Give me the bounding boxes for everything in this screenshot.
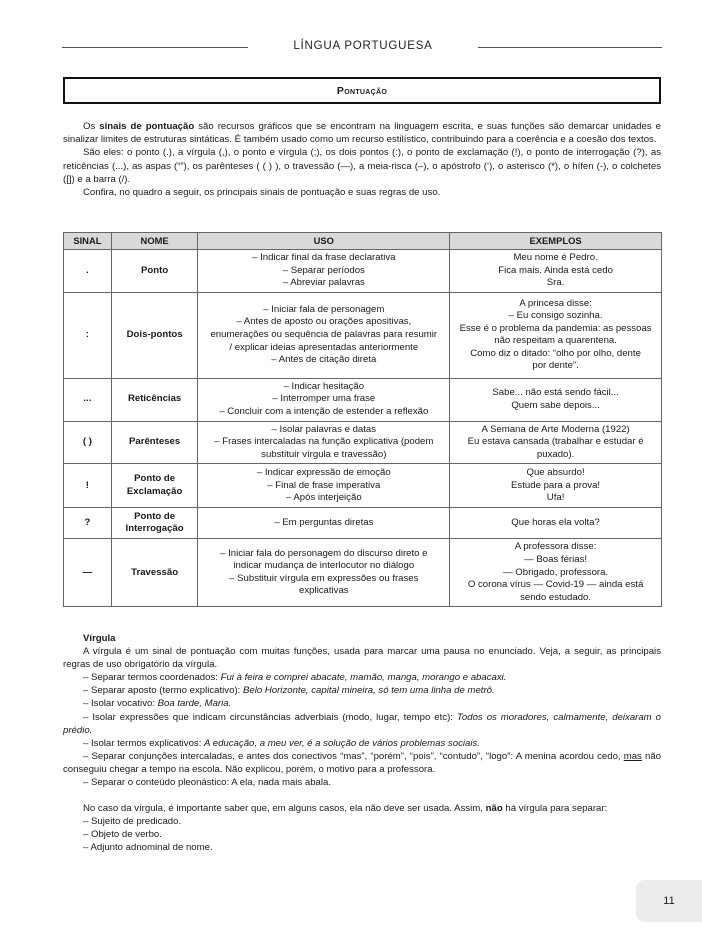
intro-bold-term: sinais de pontuação xyxy=(99,121,195,132)
cell-uso-line: – Frases intercaladas na função explicativa (podem xyxy=(214,436,434,448)
cell-exemplos-line: Fica mais. Ainda está cedo xyxy=(498,264,613,276)
cell-sinal: ( ) xyxy=(64,421,112,464)
cell-nome-line: Exclamação xyxy=(126,485,183,497)
virgula-rule-conjunctions: – Separar conjunções intercaladas, e antes dos conectivos “mas”, “porém”, “pois”, “contudo”, “logo”: A menina acordou cedo, mas não conseguiu chegar a tempo na escola. Não explicou, porém, o motivo para a professora. xyxy=(63,750,661,775)
no-comma-bold: não xyxy=(485,803,503,815)
punctuation-table xyxy=(63,232,662,607)
cell-nome: Reticências xyxy=(111,378,198,421)
cell-exemplos xyxy=(450,421,662,464)
cell-nome: Dois-pontos xyxy=(111,292,198,378)
virgula-rule: – Separar aposto (termo explicativo): Belo Horizonte, capital mineira, só tem uma linha de metrô. xyxy=(83,685,495,697)
cell-exemplos xyxy=(450,539,662,607)
cell-uso-line: – Concluir com a intenção de estender a reflexão xyxy=(219,405,429,417)
table-row xyxy=(64,292,662,378)
cell-uso-line: substituir vírgula e travessão) xyxy=(261,448,387,460)
virgula-intro: A vírgula é um sinal de pontuação com muitas funções, usada para marcar uma pausa no enunciado. Veja, a seguir, as principais regras de uso obrigatório da vírgula. xyxy=(63,646,661,671)
cell-uso-line: – Abreviar palavras xyxy=(282,277,365,289)
cell-exemplos-line: Que horas ela volta? xyxy=(511,517,600,529)
cell-exemplos-line: Estude para a prova! xyxy=(511,479,601,491)
rule-example: Boa tarde, Maria. xyxy=(157,698,232,710)
cell-uso-line: indicar mudança de interlocutor no diálogo xyxy=(233,560,415,572)
cell-uso-line: explicativas xyxy=(299,585,349,597)
cell-sinal: ! xyxy=(64,464,112,508)
cell-exemplos-line: sendo estudado. xyxy=(520,591,592,603)
cell-uso-line: – Final de frase imperativa xyxy=(267,479,381,491)
cell-sinal: ... xyxy=(64,378,112,421)
cell-exemplos-line: Ufa! xyxy=(546,492,565,504)
no-comma-item: – Objeto de verbo. xyxy=(83,829,162,841)
cell-nome xyxy=(111,508,198,539)
virgula-rule: – Isolar expressões que indicam circunstâncias adverbiais (modo, lugar, tempo etc): Todos os moradores, calmamente, deixaram o prédio. xyxy=(63,711,661,736)
cell-nome-line: Ponto de xyxy=(134,473,176,485)
cell-uso-line: – Substituir vírgula em expressões ou frases xyxy=(229,572,419,584)
cell-exemplos-line: Como diz o ditado: “olho por olho, dente xyxy=(470,347,641,359)
col-header-sinal: SINAL xyxy=(64,233,112,250)
header-rule-right xyxy=(478,47,662,48)
section-title-box xyxy=(63,77,661,104)
cell-sinal: ? xyxy=(64,508,112,539)
cell-uso-line: – Separar períodos xyxy=(282,264,365,276)
cell-exemplos-line: — Obrigado, professora. xyxy=(503,566,609,578)
cell-uso xyxy=(198,508,450,539)
cell-exemplos-line: O corona vírus — Covid-19 — ainda está xyxy=(467,579,644,591)
no-comma-intro: No caso da vírgula, é importante saber que, em alguns casos, ela não deve ser usada. Assim, não há vírgula para separar: xyxy=(83,803,608,815)
section-title: Pontuação xyxy=(336,84,388,97)
cell-uso-line: – Indicar hesitação xyxy=(283,380,365,392)
cell-uso-line: – Em perguntas diretas xyxy=(274,517,374,529)
table-row xyxy=(64,378,662,421)
virgula-rule: – Separar termos coordenados: Fui à feira e comprei abacate, mamão, manga, morango e abacaxi. xyxy=(83,672,507,684)
cell-nome-line: Interrogação xyxy=(125,523,184,535)
rule-example: A educação, a meu ver, é a solução de vários problemas sociais. xyxy=(204,737,480,749)
intro-paragraph-1: Os sinais de pontuação são recursos gráficos que se encontram na linguagem escrita, e suas funções são demarcar unidades e sinalizar limites de estruturas sintáticas. É também usado como um recurso estilístico, contribuindo para a coerência e a coesão dos textos. xyxy=(63,121,661,146)
cell-uso xyxy=(198,292,450,378)
virgula-rule: – Isolar vocativo: Boa tarde, Maria. xyxy=(83,698,232,710)
intro-paragraph-3: Confira, no quadro a seguir, os principais sinais de pontuação e suas regras de uso. xyxy=(83,187,441,199)
cell-uso xyxy=(198,250,450,293)
page-number: 11 xyxy=(636,880,702,922)
rule-example: Todos os moradores, calmamente, deixaram o prédio. xyxy=(63,711,661,736)
cell-uso-line: – Iniciar fala do personagem do discurso direto e xyxy=(220,547,428,559)
table-row xyxy=(64,539,662,607)
cell-exemplos xyxy=(450,508,662,539)
table-row xyxy=(64,421,662,464)
table-header-row xyxy=(64,233,662,250)
table-row xyxy=(64,250,662,293)
underlined-word: mas xyxy=(623,750,642,762)
cell-exemplos xyxy=(450,292,662,378)
cell-uso-line: – Antes de citação direta xyxy=(271,354,377,366)
table-row xyxy=(64,508,662,539)
cell-uso-line: – Iniciar fala de personagem xyxy=(263,303,385,315)
cell-uso xyxy=(198,539,450,607)
cell-uso xyxy=(198,464,450,508)
table-row xyxy=(64,464,662,508)
cell-exemplos-line: A Semana de Arte Moderna (1922) xyxy=(481,423,630,435)
cell-exemplos-line: — Boas férias! xyxy=(524,553,588,565)
virgula-rule-pleonastic: – Separar o conteúdo pleonástico: A ela, nada mais abala. xyxy=(83,777,332,789)
cell-exemplos xyxy=(450,464,662,508)
cell-nome: Travessão xyxy=(111,539,198,607)
cell-exemplos-line: Eu estava cansada (trabalhar e estudar é xyxy=(467,436,644,448)
intro-text xyxy=(63,120,661,199)
cell-sinal: : xyxy=(64,292,112,378)
cell-exemplos-line: por dente”. xyxy=(532,360,579,372)
cell-exemplos-line: – Eu consigo sozinha. xyxy=(508,310,603,322)
cell-exemplos-line: Sabe... não está sendo fácil... xyxy=(492,387,619,399)
col-header-nome: NOME xyxy=(111,233,198,250)
cell-exemplos xyxy=(450,378,662,421)
cell-uso-line: – Indicar final da frase declarativa xyxy=(252,252,396,263)
cell-exemplos-line: Que absurdo! xyxy=(526,466,585,478)
cell-exemplos-line: Meu nome é Pedro. xyxy=(513,252,598,263)
cell-exemplos xyxy=(450,250,662,293)
cell-exemplos-line: Quem sabe depois... xyxy=(511,399,600,411)
cell-uso xyxy=(198,378,450,421)
page-header-title: LÍNGUA PORTUGUESA xyxy=(293,40,433,52)
cell-uso-line: – Interromper uma frase xyxy=(272,393,376,405)
cell-exemplos-line: A professora disse: xyxy=(514,541,597,553)
cell-uso-line: / explicar ideias apresentadas anteriormente xyxy=(229,341,419,353)
cell-nome-line: Ponto de xyxy=(134,510,176,522)
cell-exemplos-line: não respeitam a quarentena. xyxy=(494,335,617,347)
no-comma-item: – Sujeito de predicado. xyxy=(83,816,182,828)
cell-nome: Parênteses xyxy=(111,421,198,464)
cell-uso-line: – Antes de aposto ou orações apositivas, xyxy=(236,316,412,328)
no-comma-item: – Adjunto adnominal de nome. xyxy=(83,842,213,854)
cell-nome xyxy=(111,464,198,508)
cell-uso-line: – Indicar expressão de emoção xyxy=(256,466,391,478)
cell-uso xyxy=(198,421,450,464)
rule-example: Belo Horizonte, capital mineira, só tem uma linha de metrô. xyxy=(242,685,495,697)
header-rule-left xyxy=(62,47,248,48)
col-header-exemplos: EXEMPLOS xyxy=(450,233,662,250)
cell-sinal: — xyxy=(64,539,112,607)
virgula-section xyxy=(63,632,661,855)
cell-uso-line: enumerações ou sequência de palavras para resumir xyxy=(210,328,438,340)
intro-paragraph-2: São eles: o ponto (.), a vírgula (,), o ponto e vírgula (;), os dois pontos (:), o ponto de exclamação (!), o ponto de interrogação (?), as reticências (...), as aspas (“”), os parênteses ( ( ) ), o travessão (—), a meia-risca (–), o apóstrofo (‘), o asterisco (*), o hífen (-), o colchetes ([]) e a barra (/). xyxy=(63,147,661,185)
cell-sinal: . xyxy=(64,250,112,293)
cell-uso-line: – Isolar palavras e datas xyxy=(271,423,377,435)
cell-uso-line: – Após interjeição xyxy=(285,492,362,504)
virgula-title: Vírgula xyxy=(83,633,116,644)
cell-exemplos-line: Esse é o problema da pandemia: as pessoas xyxy=(459,322,652,334)
cell-nome: Ponto xyxy=(111,250,198,293)
cell-exemplos-line: A princesa disse: xyxy=(519,297,592,309)
cell-exemplos-line: Sra. xyxy=(546,277,565,289)
col-header-uso: USO xyxy=(198,233,450,250)
cell-exemplos-line: puxado). xyxy=(536,448,575,460)
rule-example: Fui à feira e comprei abacate, mamão, manga, morango e abacaxi. xyxy=(220,672,507,684)
virgula-rule: – Isolar termos explicativos: A educação, a meu ver, é a solução de vários problemas sociais. xyxy=(83,737,480,749)
